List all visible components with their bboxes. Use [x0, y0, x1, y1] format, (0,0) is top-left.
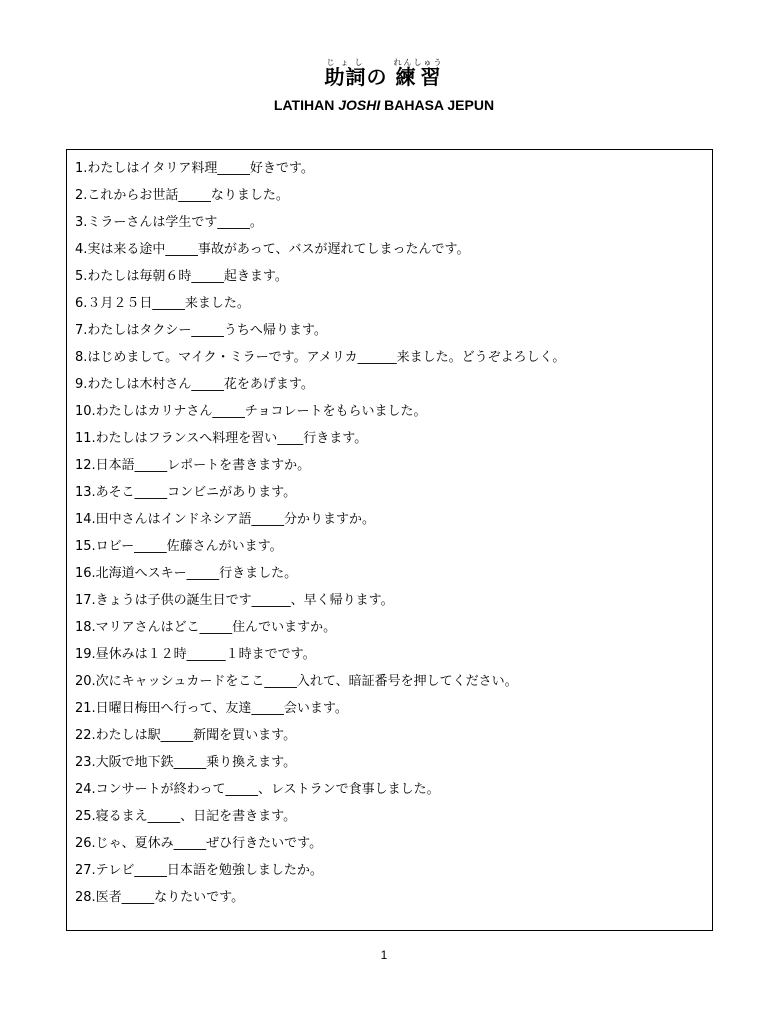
exercise-item: 15.ロビー_____佐藤さんがいます。: [75, 539, 283, 554]
exercise-item: 17.きょうは子供の誕生日です______、早く帰ります。: [75, 593, 394, 608]
exercise-item: 12.日本語_____レポートを書きますか。: [75, 458, 311, 473]
title-block: [0, 58, 768, 113]
page-number: 1: [380, 948, 388, 962]
title-renshuu-text: 練習: [393, 65, 444, 89]
title-word-joshi: [324, 58, 367, 89]
page-subtitle: [0, 97, 768, 113]
title-renshuu-reading: れんしゅう: [393, 58, 444, 67]
subtitle-italic: JOSHI: [338, 97, 381, 113]
exercise-item: 28.医者_____なりたいです。: [75, 890, 245, 905]
exercise-item: 24.コンサートが終わって_____、レストランで食事しました。: [75, 782, 440, 797]
exercise-item: 9.わたしは木村さん_____花をあげます。: [75, 377, 314, 392]
exercise-item: 13.あそこ_____コンビニがあります。: [75, 485, 297, 500]
title-joshi-text: 助詞: [324, 65, 367, 89]
exercise-list: [75, 155, 708, 911]
exercise-item: 16.北海道へスキー_____行きました。: [75, 566, 298, 581]
exercise-item: 2.これからお世話_____なりました。: [75, 188, 289, 203]
exercise-box: [66, 149, 713, 931]
exercise-item: 18.マリアさんはどこ_____住んでいますか。: [75, 620, 337, 635]
page-title: [0, 58, 768, 87]
exercise-item: 6.３月２５日_____来ました。: [75, 296, 250, 311]
exercise-item: 3.ミラーさんは学生です_____。: [75, 215, 263, 230]
exercise-item: 4.実は来る途中_____事故があって、バスが遅れてしまったんです。: [75, 242, 470, 257]
exercise-item: 21.日曜日梅田へ行って、友達_____会います。: [75, 701, 348, 716]
exercise-item: 10.わたしはカリナさん_____チョコレートをもらいました。: [75, 404, 427, 419]
exercise-item: 5.わたしは毎朝６時_____起きます。: [75, 269, 288, 284]
title-joshi-reading: じょし: [324, 58, 367, 67]
exercise-item: 27.テレビ_____日本語を勉強しましたか。: [75, 863, 323, 878]
subtitle-prefix: LATIHAN: [273, 97, 339, 113]
exercise-item: 8.はじめまして。マイク・ミラーです。アメリカ______来ました。どうぞよろしく。: [75, 350, 566, 365]
title-particle: の: [366, 65, 388, 89]
exercise-item: 22.わたしは駅_____新聞を買います。: [75, 728, 297, 743]
exercise-item: 26.じゃ、夏休み_____ぜひ行きたいです。: [75, 836, 323, 851]
exercise-item: 25.寝るまえ_____、日記を書きます。: [75, 809, 297, 824]
exercise-item: 1.わたしはイタリア料理_____好きです。: [75, 161, 314, 176]
exercise-item: 23.大阪で地下鉄_____乗り換えます。: [75, 755, 297, 770]
exercise-item: 19.昼休みは１２時______１時までです。: [75, 647, 316, 662]
exercise-item: 20.次にキャッシュカードをここ_____入れて、暗証番号を押してください。: [75, 674, 518, 689]
subtitle-suffix: BAHASA JEPUN: [380, 97, 495, 113]
exercise-item: 11.わたしはフランスへ料理を習い____行きます。: [75, 431, 368, 446]
exercise-item: 14.田中さんはインドネシア語_____分かりますか。: [75, 512, 376, 527]
title-word-renshuu: [393, 58, 444, 89]
exercise-item: 7.わたしはタクシー_____うちへ帰ります。: [75, 323, 327, 338]
